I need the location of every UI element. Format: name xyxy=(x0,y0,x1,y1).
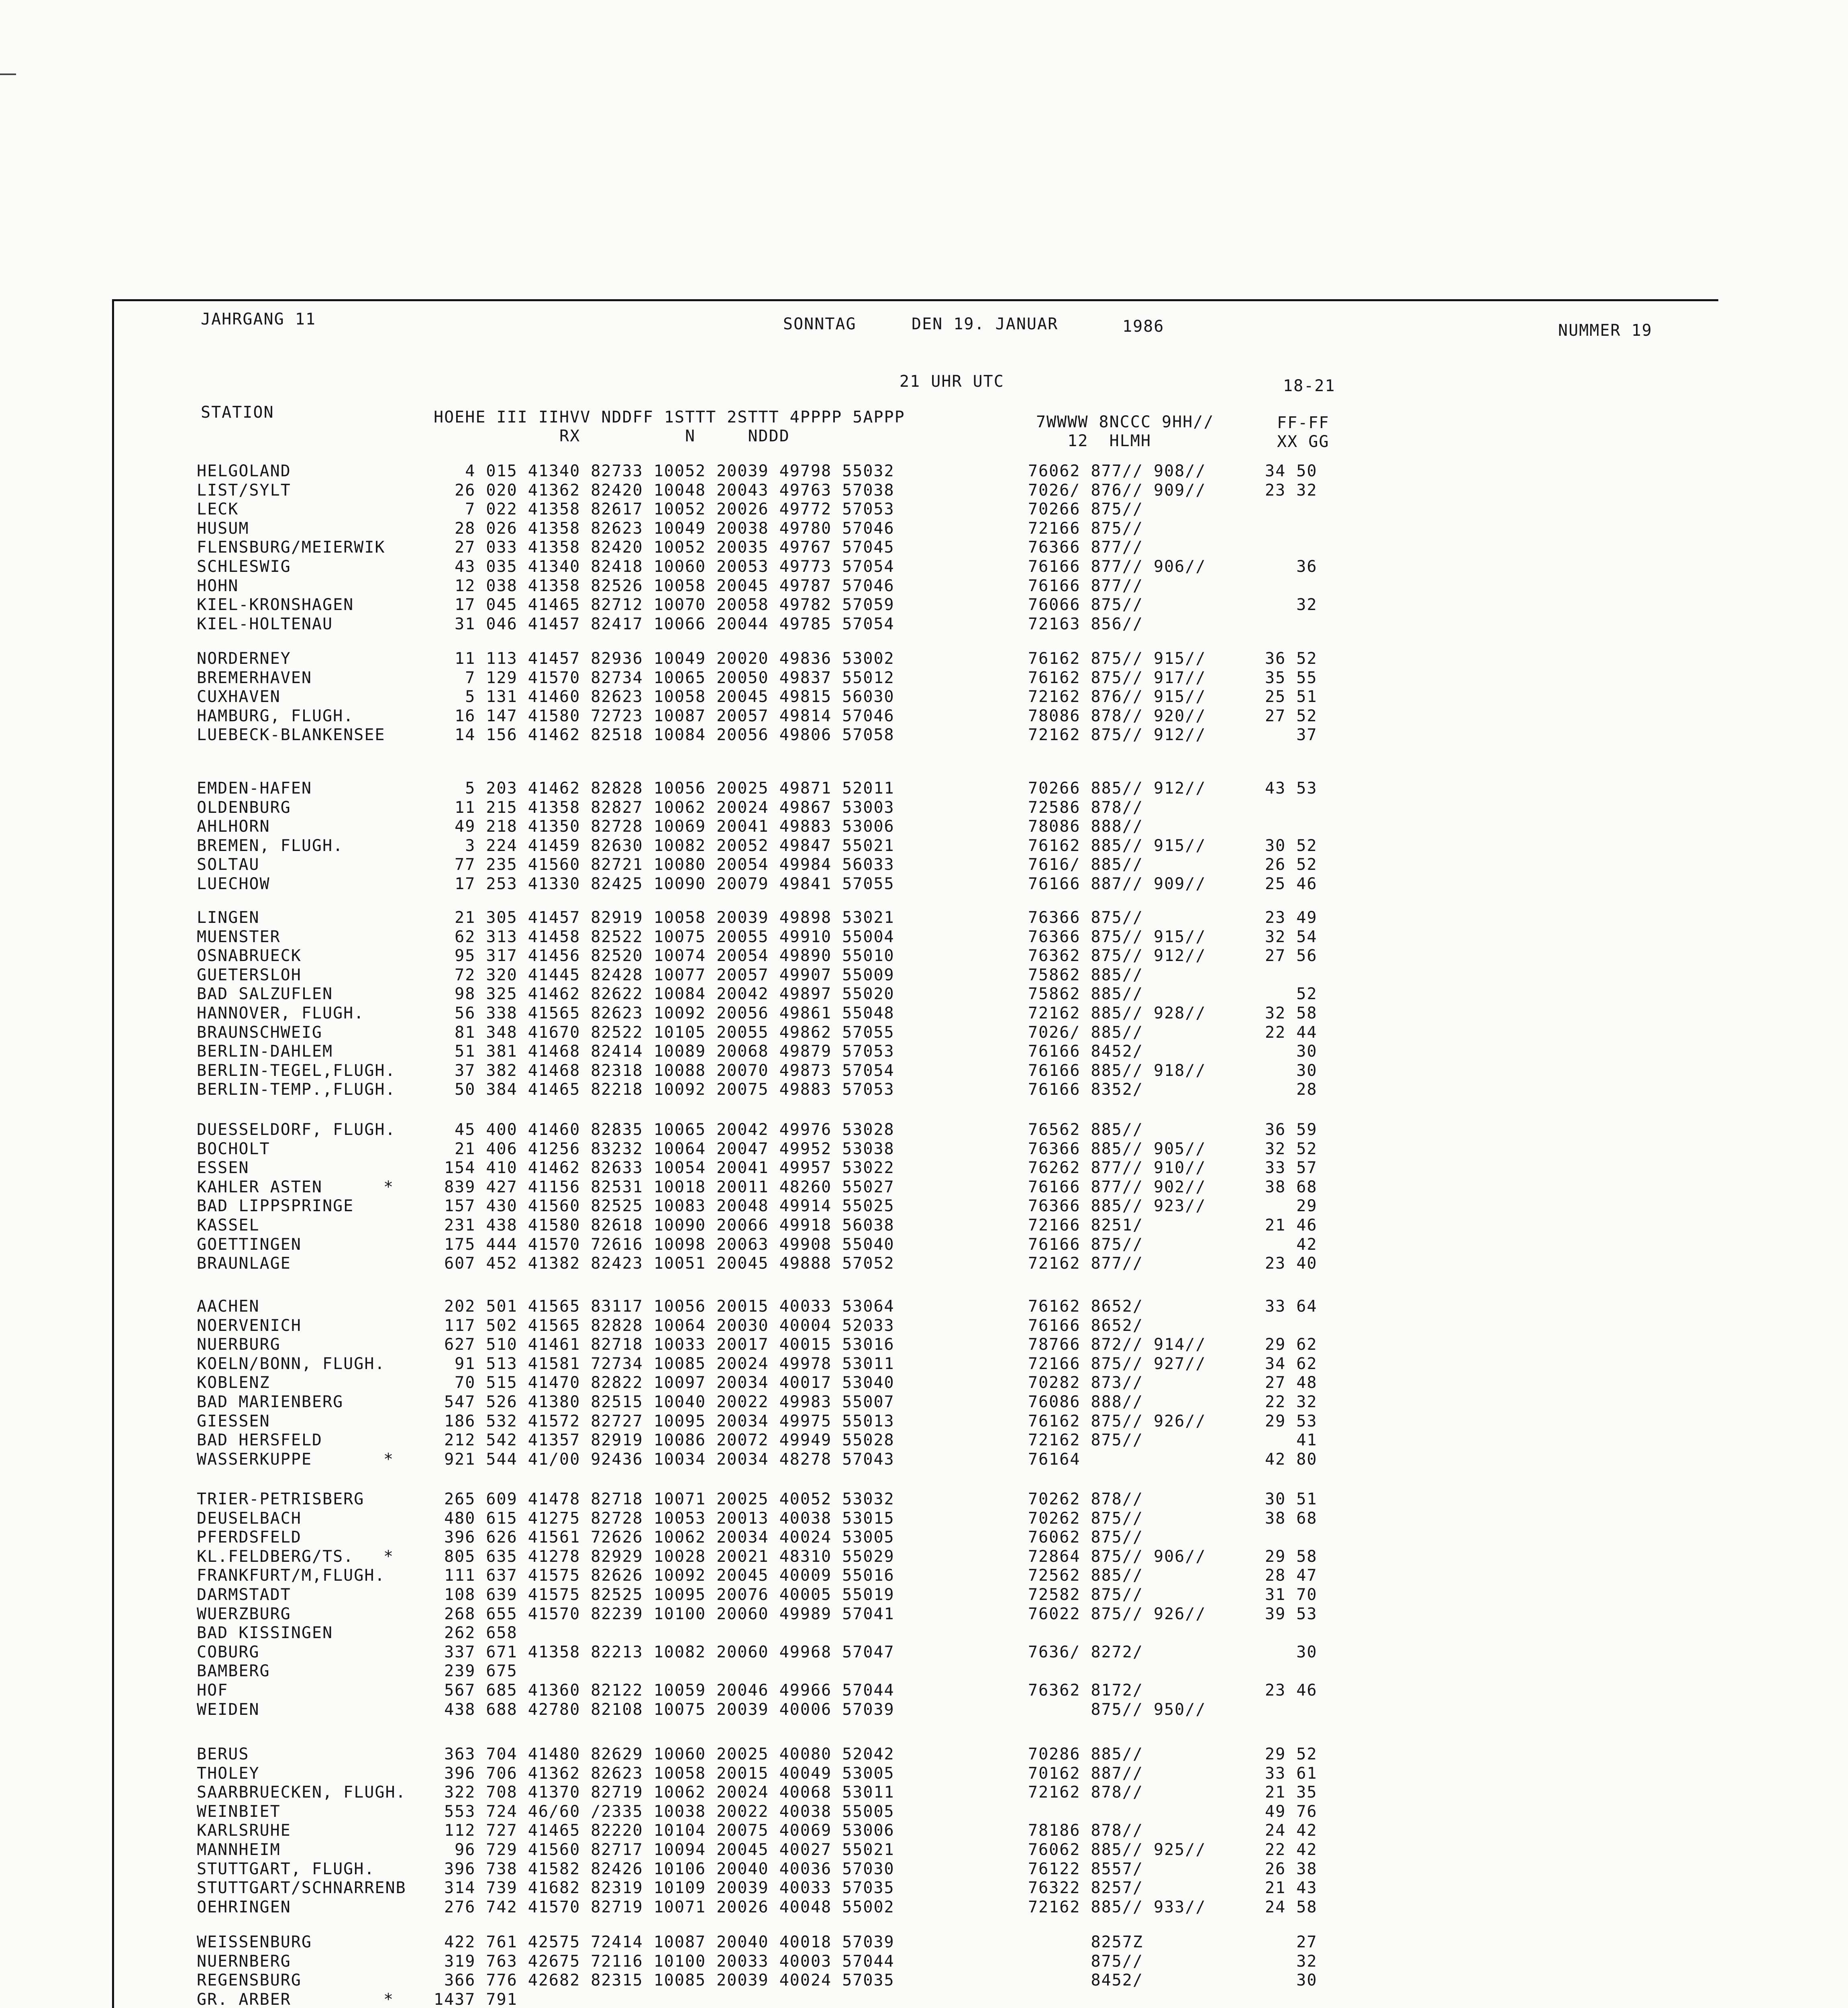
wind-gusts: 22 32 xyxy=(1265,1393,1318,1411)
station-name: LECK xyxy=(197,500,239,519)
weather-groups: 75862 885// xyxy=(1028,985,1143,1004)
wind-gusts: 25 46 xyxy=(1265,875,1318,893)
station-name: TRIER-PETRISBERG xyxy=(197,1490,365,1508)
wind-gusts: 22 42 xyxy=(1265,1841,1318,1859)
ff-column-header-2: XX GG xyxy=(1277,433,1330,451)
station-name: STUTTGART, FLUGH. xyxy=(197,1859,375,1878)
wind-gusts: 36 59 xyxy=(1265,1120,1318,1139)
weather-groups: 8257Z xyxy=(1028,1933,1143,1951)
code-column-header-1: HOEHE III IIHVV NDDFF 1STTT 2STTT 4PPPP 5APPP xyxy=(434,408,905,426)
weather-groups: 76162 875// 926// xyxy=(1028,1412,1206,1430)
code-groups: 314 739 41682 82319 10109 20039 40033 57035 xyxy=(434,1879,895,1898)
wind-gusts: 21 43 xyxy=(1265,1879,1318,1898)
code-groups: 62 313 41458 82522 10075 20055 49910 55004 xyxy=(434,927,895,946)
weather-groups: 76322 8257/ xyxy=(1028,1879,1143,1898)
code-groups: 480 615 41275 82728 10053 20013 40038 53015 xyxy=(434,1509,895,1528)
wind-gusts: 22 44 xyxy=(1265,1023,1318,1042)
station-name: DEUSELBACH xyxy=(197,1509,302,1528)
weather-groups: 7026/ 885// xyxy=(1028,1023,1143,1042)
station-name: CUXHAVEN xyxy=(197,688,281,706)
code-groups: 276 742 41570 82719 10071 20026 40048 55002 xyxy=(434,1898,895,1916)
code-groups: 337 671 41358 82213 10082 20060 49968 57047 xyxy=(434,1643,895,1661)
code-column-header-2: RX N NDDD xyxy=(434,427,790,445)
code-groups: 262 658 xyxy=(434,1624,518,1643)
weather-groups: 76362 875// 912// xyxy=(1028,947,1206,965)
code-groups: 72 320 41445 82428 10077 20057 49907 55009 xyxy=(434,965,895,984)
station-name: WASSERKUPPE xyxy=(197,1450,312,1469)
weather-groups: 76562 885// xyxy=(1028,1120,1143,1139)
code-groups: 98 325 41462 82622 10084 20042 49897 55020 xyxy=(434,985,895,1004)
wind-gusts: 38 68 xyxy=(1265,1509,1318,1528)
code-groups: 21 305 41457 82919 10058 20039 49898 53021 xyxy=(434,908,895,927)
code-groups: 547 526 41380 82515 10040 20022 49983 55007 xyxy=(434,1393,895,1411)
station-name: BERLIN-TEMP.,FLUGH. xyxy=(197,1080,396,1099)
weather-groups: 76166 877// 902// xyxy=(1028,1177,1206,1196)
code-groups: 12 038 41358 82526 10058 20045 49787 57046 xyxy=(434,576,895,595)
weather-groups: 875// xyxy=(1028,1952,1143,1971)
code-groups: 175 444 41570 72616 10098 20063 49908 55040 xyxy=(434,1235,895,1254)
wind-gusts: 21 46 xyxy=(1265,1216,1318,1235)
wind-gusts: 29 52 xyxy=(1265,1745,1318,1763)
wind-gusts: 30 xyxy=(1265,1061,1318,1080)
station-name: OEHRINGEN xyxy=(197,1898,291,1916)
station-name: GUETERSLOH xyxy=(197,965,302,984)
period-label: 18-21 xyxy=(1283,377,1336,395)
code-groups: 396 626 41561 72626 10062 20034 40024 53005 xyxy=(434,1528,895,1547)
station-name: GOETTINGEN xyxy=(197,1235,302,1254)
station-name: SCHLESWIG xyxy=(197,557,291,576)
code-groups: 921 544 41/00 92436 10034 20034 48278 57043 xyxy=(434,1450,895,1469)
station-name: REGENSBURG xyxy=(197,1971,302,1990)
weather-groups: 70262 875// xyxy=(1028,1509,1143,1528)
station-name: LUEBECK-BLANKENSEE xyxy=(197,726,386,745)
code-groups: 212 542 41357 82919 10086 20072 49949 55028 xyxy=(434,1431,895,1450)
weather-groups: 72586 878// xyxy=(1028,798,1143,817)
wind-gusts: 36 52 xyxy=(1265,649,1318,668)
station-name: SAARBRUECKEN, FLUGH. xyxy=(197,1783,406,1802)
code-groups: 422 761 42575 72414 10087 20040 40018 57039 xyxy=(434,1933,895,1951)
weather-groups: 76366 875// 915// xyxy=(1028,927,1206,946)
station-name: FLENSBURG/MEIERWIK xyxy=(197,538,386,557)
weather-groups: 76366 877// xyxy=(1028,538,1143,557)
code-groups: 239 675 xyxy=(434,1662,518,1681)
station-name: BAD LIPPSPRINGE xyxy=(197,1197,354,1216)
station-name: DARMSTADT xyxy=(197,1586,291,1604)
code-groups: 7 129 41570 82734 10065 20050 49837 55012 xyxy=(434,668,895,687)
weather-groups: 78186 878// xyxy=(1028,1821,1143,1840)
year-label: 1986 xyxy=(1122,317,1165,336)
station-name: STUTTGART/SCHNARRENB xyxy=(197,1879,406,1898)
weather-groups: 78086 878// 920// xyxy=(1028,706,1206,725)
observation-time: 21 UHR UTC xyxy=(900,372,1004,391)
code-groups: 5 131 41460 82623 10058 20045 49815 56030 xyxy=(434,688,895,706)
code-groups: 11 215 41358 82827 10062 20024 49867 53003 xyxy=(434,798,895,817)
station-name: SOLTAU xyxy=(197,855,260,874)
wind-gusts: 30 xyxy=(1265,1643,1318,1661)
weather-groups: 72166 8251/ xyxy=(1028,1216,1143,1235)
wind-gusts: 30 xyxy=(1265,1971,1318,1990)
ff-column-header-1: FF-FF xyxy=(1277,414,1330,432)
station-name: BAD SALZUFLEN xyxy=(197,985,333,1004)
station-name: WEISSENBURG xyxy=(197,1933,312,1951)
tail-column-header-1: 7WWWW 8NCCC 9HH// xyxy=(1036,413,1214,431)
wind-gusts: 24 42 xyxy=(1265,1821,1318,1840)
code-groups: 396 706 41362 82623 10058 20015 40049 53005 xyxy=(434,1764,895,1783)
station-name: GIESSEN xyxy=(197,1412,270,1430)
code-groups: 81 348 41670 82522 10105 20055 49862 57055 xyxy=(434,1023,895,1042)
weather-groups: 76262 877// 910// xyxy=(1028,1159,1206,1177)
margin-tick xyxy=(0,73,16,75)
station-name: KOELN/BONN, FLUGH. xyxy=(197,1354,386,1373)
station-column-header: STATION xyxy=(201,403,274,422)
date-label: DEN 19. JANUAR xyxy=(912,315,1059,333)
mountain-marker: * xyxy=(383,1177,394,1196)
station-name: BERUS xyxy=(197,1745,249,1763)
code-groups: 108 639 41575 82525 10095 20076 40005 55019 xyxy=(434,1586,895,1604)
wind-gusts: 26 52 xyxy=(1265,855,1318,874)
station-name: BERLIN-TEGEL,FLUGH. xyxy=(197,1061,396,1080)
code-groups: 14 156 41462 82518 10084 20056 49806 57058 xyxy=(434,726,895,745)
station-name: THOLEY xyxy=(197,1764,260,1783)
station-name: KOBLENZ xyxy=(197,1373,270,1392)
wind-gusts: 21 35 xyxy=(1265,1783,1318,1802)
weather-groups: 70282 873// xyxy=(1028,1373,1143,1392)
weather-groups: 76162 8652/ xyxy=(1028,1297,1143,1316)
weather-groups: 76162 875// 915// xyxy=(1028,649,1206,668)
weather-groups: 72562 885// xyxy=(1028,1566,1143,1585)
wind-gusts: 27 52 xyxy=(1265,706,1318,725)
code-groups: 319 763 42675 72116 10100 20033 40003 57044 xyxy=(434,1952,895,1971)
wind-gusts: 38 68 xyxy=(1265,1177,1318,1196)
wind-gusts: 30 xyxy=(1265,1042,1318,1061)
wind-gusts: 52 xyxy=(1265,985,1318,1004)
issue-number: NUMMER 19 xyxy=(1558,321,1652,340)
weather-groups: 70266 885// 912// xyxy=(1028,779,1206,798)
station-name: BAMBERG xyxy=(197,1662,270,1681)
weather-groups: 8452/ xyxy=(1028,1971,1143,1990)
station-name: LIST/SYLT xyxy=(197,481,291,500)
station-name: BREMEN, FLUGH. xyxy=(197,836,344,855)
station-name: KAHLER ASTEN xyxy=(197,1177,322,1196)
station-name: BREMERHAVEN xyxy=(197,668,312,687)
code-groups: 157 430 41560 82525 10083 20048 49914 55025 xyxy=(434,1197,895,1216)
weather-groups: 72163 856// xyxy=(1028,614,1143,633)
code-groups: 5 203 41462 82828 10056 20025 49871 52011 xyxy=(434,779,895,798)
station-name: AHLHORN xyxy=(197,817,270,836)
wind-gusts: 32 xyxy=(1265,1952,1318,1971)
code-groups: 77 235 41560 82721 10080 20054 49984 56033 xyxy=(434,855,895,874)
station-name: DUESSELDORF, FLUGH. xyxy=(197,1120,396,1139)
code-groups: 186 532 41572 82727 10095 20034 49975 55013 xyxy=(434,1412,895,1430)
code-groups: 265 609 41478 82718 10071 20025 40052 53032 xyxy=(434,1490,895,1508)
weather-groups: 76164 xyxy=(1028,1450,1081,1469)
code-groups: 111 637 41575 82626 10092 20045 40009 55016 xyxy=(434,1566,895,1585)
station-name: NORDERNEY xyxy=(197,649,291,668)
station-name: BAD KISSINGEN xyxy=(197,1624,333,1643)
wind-gusts: 29 62 xyxy=(1265,1335,1318,1354)
wind-gusts: 42 80 xyxy=(1265,1450,1318,1469)
weather-groups: 76166 877// xyxy=(1028,576,1143,595)
code-groups: 112 727 41465 82220 10104 20075 40069 53006 xyxy=(434,1821,895,1840)
weather-groups: 76162 875// 917// xyxy=(1028,668,1206,687)
code-groups: 27 033 41358 82420 10052 20035 49767 57045 xyxy=(434,538,895,557)
weather-groups: 72162 875// 912// xyxy=(1028,726,1206,745)
station-name: AACHEN xyxy=(197,1297,260,1316)
station-name: COBURG xyxy=(197,1643,260,1661)
station-name: KARLSRUHE xyxy=(197,1821,291,1840)
volume-label: JAHRGANG 11 xyxy=(201,310,316,329)
station-name: BOCHOLT xyxy=(197,1139,270,1158)
weather-groups: 76166 8352/ xyxy=(1028,1080,1143,1099)
weather-groups: 76166 875// xyxy=(1028,1235,1143,1254)
weather-groups: 76366 875// xyxy=(1028,908,1143,927)
station-name: KIEL-HOLTENAU xyxy=(197,614,333,633)
wind-gusts: 39 53 xyxy=(1265,1604,1318,1623)
mountain-marker: * xyxy=(383,1450,394,1469)
mountain-marker: * xyxy=(383,1990,394,2008)
station-name: BERLIN-DAHLEM xyxy=(197,1042,333,1061)
station-name: OLDENBURG xyxy=(197,798,291,817)
wind-gusts: 33 61 xyxy=(1265,1764,1318,1783)
weather-groups: 76366 885// 923// xyxy=(1028,1197,1206,1216)
wind-gusts: 41 xyxy=(1265,1431,1318,1450)
weather-groups: 70262 878// xyxy=(1028,1490,1143,1508)
code-groups: 95 317 41456 82520 10074 20054 49890 55010 xyxy=(434,947,895,965)
weather-groups: 76166 885// 918// xyxy=(1028,1061,1206,1080)
weather-groups: 72162 885// 928// xyxy=(1028,1004,1206,1022)
station-name: WEINBIET xyxy=(197,1802,281,1821)
wind-gusts: 27 xyxy=(1265,1933,1318,1951)
code-groups: 96 729 41560 82717 10094 20045 40027 55021 xyxy=(434,1841,895,1859)
wind-gusts: 34 62 xyxy=(1265,1354,1318,1373)
station-name: NOERVENICH xyxy=(197,1316,302,1335)
weather-groups: 70286 885// xyxy=(1028,1745,1143,1763)
station-name: FRANKFURT/M,FLUGH. xyxy=(197,1566,386,1585)
wind-gusts: 29 58 xyxy=(1265,1547,1318,1566)
weather-groups: 70162 887// xyxy=(1028,1764,1143,1783)
code-groups: 43 035 41340 82418 10060 20053 49773 57054 xyxy=(434,557,895,576)
code-groups: 21 406 41256 83232 10064 20047 49952 53038 xyxy=(434,1139,895,1158)
weather-groups: 76166 887// 909// xyxy=(1028,875,1206,893)
weather-groups: 72162 885// 933// xyxy=(1028,1898,1206,1916)
station-name: BAD HERSFELD xyxy=(197,1431,322,1450)
wind-gusts: 49 76 xyxy=(1265,1802,1318,1821)
code-groups: 322 708 41370 82719 10062 20024 40068 53011 xyxy=(434,1783,895,1802)
station-name: MANNHEIM xyxy=(197,1841,281,1859)
wind-gusts: 30 52 xyxy=(1265,836,1318,855)
station-name: KASSEL xyxy=(197,1216,260,1235)
wind-gusts: 43 53 xyxy=(1265,779,1318,798)
code-groups: 117 502 41565 82828 10064 20030 40004 52033 xyxy=(434,1316,895,1335)
code-groups: 37 382 41468 82318 10088 20070 49873 57054 xyxy=(434,1061,895,1080)
code-groups: 1437 791 xyxy=(434,1990,518,2008)
station-name: PFERDSFELD xyxy=(197,1528,302,1547)
weather-groups: 70266 875// xyxy=(1028,500,1143,519)
wind-gusts: 25 51 xyxy=(1265,688,1318,706)
station-name: WUERZBURG xyxy=(197,1604,291,1623)
station-name: HUSUM xyxy=(197,519,249,538)
weather-groups: 72864 875// 906// xyxy=(1028,1547,1206,1566)
wind-gusts: 32 58 xyxy=(1265,1004,1318,1022)
weather-groups: 76122 8557/ xyxy=(1028,1859,1143,1878)
weather-groups: 76062 885// 925// xyxy=(1028,1841,1206,1859)
station-name: LUECHOW xyxy=(197,875,270,893)
station-name: HOHN xyxy=(197,576,239,595)
code-groups: 839 427 41156 82531 10018 20011 48260 55027 xyxy=(434,1177,895,1196)
weather-groups: 78086 888// xyxy=(1028,817,1143,836)
code-groups: 7 022 41358 82617 10052 20026 49772 57053 xyxy=(434,500,895,519)
weather-groups: 76166 8452/ xyxy=(1028,1042,1143,1061)
weather-groups: 72166 875// 927// xyxy=(1028,1354,1206,1373)
station-name: MUENSTER xyxy=(197,927,281,946)
code-groups: 202 501 41565 83117 10056 20015 40033 53064 xyxy=(434,1297,895,1316)
code-groups: 91 513 41581 72734 10085 20024 49978 53011 xyxy=(434,1354,895,1373)
weather-groups: 76166 877// 906// xyxy=(1028,557,1206,576)
weather-groups: 7616/ 885// xyxy=(1028,855,1143,874)
station-name: OSNABRUECK xyxy=(197,947,302,965)
station-name: BRAUNSCHWEIG xyxy=(197,1023,322,1042)
wind-gusts: 26 38 xyxy=(1265,1859,1318,1878)
code-groups: 11 113 41457 82936 10049 20020 49836 53002 xyxy=(434,649,895,668)
day-label: SONNTAG xyxy=(783,315,857,333)
code-groups: 438 688 42780 82108 10075 20039 40006 57039 xyxy=(434,1700,895,1719)
weather-groups: 78766 872// 914// xyxy=(1028,1335,1206,1354)
code-groups: 28 026 41358 82623 10049 20038 49780 57046 xyxy=(434,519,895,538)
wind-gusts: 23 40 xyxy=(1265,1254,1318,1273)
wind-gusts: 29 xyxy=(1265,1197,1318,1216)
wind-gusts: 33 64 xyxy=(1265,1297,1318,1316)
station-name: ESSEN xyxy=(197,1159,249,1177)
station-name: BRAUNLAGE xyxy=(197,1254,291,1273)
weather-groups: 72166 875// xyxy=(1028,519,1143,538)
code-groups: 553 724 46/60 /2335 10038 20022 40038 55005 xyxy=(434,1802,895,1821)
weather-groups: 76366 885// 905// xyxy=(1028,1139,1206,1158)
weather-groups: 76066 875// xyxy=(1028,596,1143,614)
weather-groups: 7636/ 8272/ xyxy=(1028,1643,1143,1661)
station-name: BAD MARIENBERG xyxy=(197,1393,344,1411)
weather-groups: 72162 875// xyxy=(1028,1431,1143,1450)
weather-groups: 76022 875// 926// xyxy=(1028,1604,1206,1623)
station-name: HAMBURG, FLUGH. xyxy=(197,706,354,725)
code-groups: 366 776 42682 82315 10085 20039 40024 57035 xyxy=(434,1971,895,1990)
code-groups: 396 738 41582 82426 10106 20040 40036 57030 xyxy=(434,1859,895,1878)
wind-gusts: 30 51 xyxy=(1265,1490,1318,1508)
code-groups: 805 635 41278 82929 10028 20021 48310 55029 xyxy=(434,1547,895,1566)
station-name: NUERBURG xyxy=(197,1335,281,1354)
weather-groups: 76166 8652/ xyxy=(1028,1316,1143,1335)
weather-groups: 72582 875// xyxy=(1028,1586,1143,1604)
code-groups: 268 655 41570 82239 10100 20060 49989 57041 xyxy=(434,1604,895,1623)
wind-gusts: 27 56 xyxy=(1265,947,1318,965)
weather-groups: 76162 885// 915// xyxy=(1028,836,1206,855)
wind-gusts: 31 70 xyxy=(1265,1586,1318,1604)
station-name: NUERNBERG xyxy=(197,1952,291,1971)
code-groups: 51 381 41468 82414 10089 20068 49879 57053 xyxy=(434,1042,895,1061)
weather-groups: 7026/ 876// 909// xyxy=(1028,481,1206,500)
code-groups: 607 452 41382 82423 10051 20045 49888 57052 xyxy=(434,1254,895,1273)
code-groups: 70 515 41470 82822 10097 20034 40017 53040 xyxy=(434,1373,895,1392)
code-groups: 56 338 41565 82623 10092 20056 49861 55048 xyxy=(434,1004,895,1022)
code-groups: 50 384 41465 82218 10092 20075 49883 57053 xyxy=(434,1080,895,1099)
code-groups: 627 510 41461 82718 10033 20017 40015 53016 xyxy=(434,1335,895,1354)
wind-gusts: 35 55 xyxy=(1265,668,1318,687)
weather-groups: 76086 888// xyxy=(1028,1393,1143,1411)
weather-groups: 72162 877// xyxy=(1028,1254,1143,1273)
wind-gusts: 42 xyxy=(1265,1235,1318,1254)
code-groups: 17 253 41330 82425 10090 20079 49841 57055 xyxy=(434,875,895,893)
wind-gusts: 24 58 xyxy=(1265,1898,1318,1916)
weather-groups: 75862 885// xyxy=(1028,965,1143,984)
station-name: KIEL-KRONSHAGEN xyxy=(197,596,354,614)
code-groups: 363 704 41480 82629 10060 20025 40080 52042 xyxy=(434,1745,895,1763)
tail-column-header-2: 12 HLMH xyxy=(1036,432,1151,450)
weather-groups: 875// 950// xyxy=(1028,1700,1206,1719)
code-groups: 17 045 41465 82712 10070 20058 49782 57059 xyxy=(434,596,895,614)
code-groups: 45 400 41460 82835 10065 20042 49976 53028 xyxy=(434,1120,895,1139)
wind-gusts: 23 49 xyxy=(1265,908,1318,927)
code-groups: 26 020 41362 82420 10048 20043 49763 57038 xyxy=(434,481,895,500)
code-groups: 31 046 41457 82417 10066 20044 49785 57054 xyxy=(434,614,895,633)
code-groups: 4 015 41340 82733 10052 20039 49798 55032 xyxy=(434,462,895,480)
weather-groups: 76062 875// xyxy=(1028,1528,1143,1547)
wind-gusts: 23 46 xyxy=(1265,1681,1318,1700)
code-groups: 3 224 41459 82630 10082 20052 49847 55021 xyxy=(434,836,895,855)
weather-groups: 76062 877// 908// xyxy=(1028,462,1206,480)
wind-gusts: 32 xyxy=(1265,596,1318,614)
station-name: KL.FELDBERG/TS. xyxy=(197,1547,354,1566)
wind-gusts: 28 47 xyxy=(1265,1566,1318,1585)
wind-gusts: 27 48 xyxy=(1265,1373,1318,1392)
station-name: EMDEN-HAFEN xyxy=(197,779,312,798)
wind-gusts: 32 52 xyxy=(1265,1139,1318,1158)
wind-gusts: 28 xyxy=(1265,1080,1318,1099)
station-name: LINGEN xyxy=(197,908,260,927)
weather-groups: 76362 8172/ xyxy=(1028,1681,1143,1700)
wind-gusts: 33 57 xyxy=(1265,1159,1318,1177)
wind-gusts: 29 53 xyxy=(1265,1412,1318,1430)
code-groups: 49 218 41350 82728 10069 20041 49883 53006 xyxy=(434,817,895,836)
weather-groups: 72162 876// 915// xyxy=(1028,688,1206,706)
wind-gusts: 32 54 xyxy=(1265,927,1318,946)
station-name: GR. ARBER xyxy=(197,1990,291,2008)
station-name: HELGOLAND xyxy=(197,462,291,480)
wind-gusts: 37 xyxy=(1265,726,1318,745)
code-groups: 16 147 41580 72723 10087 20057 49814 57046 xyxy=(434,706,895,725)
weather-groups: 72162 878// xyxy=(1028,1783,1143,1802)
station-name: WEIDEN xyxy=(197,1700,260,1719)
wind-gusts: 23 32 xyxy=(1265,481,1318,500)
wind-gusts: 36 xyxy=(1265,557,1318,576)
code-groups: 567 685 41360 82122 10059 20046 49966 57044 xyxy=(434,1681,895,1700)
mountain-marker: * xyxy=(383,1547,394,1566)
code-groups: 231 438 41580 82618 10090 20066 49918 56038 xyxy=(434,1216,895,1235)
code-groups: 154 410 41462 82633 10054 20041 49957 53022 xyxy=(434,1159,895,1177)
station-name: HOF xyxy=(197,1681,228,1700)
wind-gusts: 34 50 xyxy=(1265,462,1318,480)
station-name: HANNOVER, FLUGH. xyxy=(197,1004,365,1022)
